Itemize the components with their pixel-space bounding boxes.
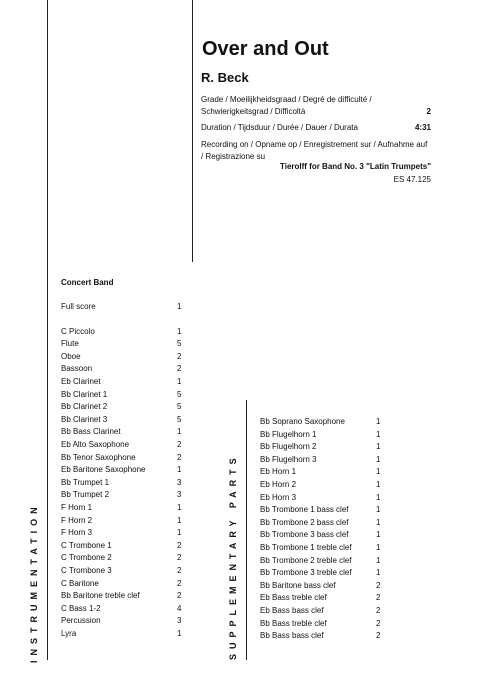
part-name: Eb Horn 1 <box>260 467 297 477</box>
part-quantity: 1 <box>376 505 381 515</box>
part-quantity: 1 <box>376 429 381 439</box>
part-quantity: 2 <box>376 593 381 603</box>
part-quantity: 2 <box>177 351 182 361</box>
part-name: C Piccolo <box>61 326 95 336</box>
part-quantity: 1 <box>376 492 381 502</box>
part-quantity: 5 <box>177 339 182 349</box>
piece-title: Over and Out <box>202 38 329 60</box>
part-name: Bb Trombone 1 bass clef <box>260 505 349 515</box>
grade-value: 2 <box>426 107 431 116</box>
part-quantity: 2 <box>376 606 381 615</box>
part-quantity: 2 <box>177 578 182 588</box>
part-name: F Horn 1 <box>61 503 93 512</box>
part-name: Bb Trombone 2 bass clef <box>260 517 349 527</box>
grade-info <box>201 94 431 118</box>
part-name: Bb Baritone bass clef <box>260 580 336 590</box>
part-name: Eb Horn 3 <box>260 492 297 502</box>
part-name: C Baritone <box>61 578 99 588</box>
part-quantity: 2 <box>376 580 381 590</box>
header-divider-line <box>192 0 193 262</box>
part-quantity: 1 <box>376 467 381 477</box>
part-quantity: 2 <box>376 618 381 628</box>
part-quantity: 5 <box>177 389 182 399</box>
part-quantity: 1 <box>376 480 381 489</box>
part-name: Bb Trombone 1 treble clef <box>260 543 352 552</box>
instrumentation-side-label: INSTRUMENTATION <box>29 502 39 663</box>
part-quantity: 2 <box>376 631 381 641</box>
part-quantity: 5 <box>177 402 182 412</box>
part-quantity: 1 <box>177 377 182 386</box>
part-name: F Horn 3 <box>61 528 93 538</box>
duration-label: Duration / Tijdsduur / Durée / Dauer / Durata <box>201 123 358 132</box>
part-name: Bb Bass Clarinet <box>61 427 121 437</box>
part-name: Bb Bass treble clef <box>260 618 327 628</box>
part-quantity: 1 <box>177 427 182 437</box>
part-name: Bb Trombone 2 treble clef <box>260 555 352 565</box>
part-name: Bb Trumpet 2 <box>61 490 110 500</box>
part-quantity: 1 <box>376 417 381 426</box>
part-quantity: 1 <box>376 517 381 527</box>
part-name: Percussion <box>61 616 101 626</box>
part-name: Eb Horn 2 <box>260 480 297 489</box>
part-name: Bb Clarinet 1 <box>61 389 108 399</box>
part-quantity: 1 <box>177 503 182 512</box>
part-name: Lyra <box>61 629 77 638</box>
part-name: Bb Flugelhorn 1 <box>260 429 317 439</box>
band-heading: Concert Band <box>61 278 114 287</box>
part-name: Eb Alto Saxophone <box>61 440 130 449</box>
part-name: Oboe <box>61 351 81 361</box>
supplementary-divider-line <box>246 400 247 660</box>
part-name: Bb Clarinet 3 <box>61 414 108 424</box>
part-name: C Trombone 1 <box>61 540 112 550</box>
part-name: Full score <box>61 302 96 311</box>
part-name: Bb Tenor Saxophone <box>61 452 136 462</box>
part-name: C Trombone 3 <box>61 566 112 575</box>
duration-info <box>201 122 431 134</box>
part-quantity: 1 <box>376 543 381 552</box>
part-quantity: 3 <box>177 616 182 626</box>
part-name: Bb Bass bass clef <box>260 631 324 641</box>
part-name: Eb Clarinet <box>61 377 101 386</box>
part-quantity: 1 <box>177 528 182 538</box>
part-quantity: 1 <box>177 326 182 336</box>
part-quantity: 2 <box>177 540 182 550</box>
part-quantity: 1 <box>177 629 182 638</box>
recording-source: Tierolff for Band No. 3 "Latin Trumpets" <box>279 162 431 171</box>
part-name: F Horn 2 <box>61 515 93 525</box>
part-quantity: 1 <box>177 302 182 311</box>
part-name: C Bass 1-2 <box>61 603 101 613</box>
part-quantity: 2 <box>177 591 182 601</box>
part-name: Flute <box>61 339 79 349</box>
part-quantity: 5 <box>177 414 182 424</box>
part-name: C Trombone 2 <box>61 553 112 563</box>
part-quantity: 2 <box>177 553 182 563</box>
composer-name: R. Beck <box>201 70 249 85</box>
part-quantity: 1 <box>376 530 381 540</box>
recording-label: Recording on / Opname op / Enregistrement sur / Aufnahme auf / Registrazione su <box>201 140 428 161</box>
part-name: Bb Flugelhorn 2 <box>260 442 317 452</box>
supplementary-side-label: SUPPLEMENTARY PARTS <box>228 453 238 660</box>
part-name: Bb Soprano Saxophone <box>260 417 345 426</box>
part-quantity: 1 <box>376 555 381 565</box>
grade-label: Grade / Moeilijkheidsgraad / Degré de difficulté / Schwierigkeitsgrad / Difficoltà <box>201 95 372 116</box>
part-quantity: 1 <box>376 454 381 464</box>
part-name: Eb Bass treble clef <box>260 593 327 603</box>
part-quantity: 2 <box>177 566 182 575</box>
part-quantity: 4 <box>177 603 182 613</box>
duration-value: 4:31 <box>414 123 431 132</box>
part-name: Bb Trumpet 1 <box>61 477 110 487</box>
part-quantity: 1 <box>376 568 381 578</box>
recording-info <box>201 139 431 163</box>
part-quantity: 2 <box>177 440 182 449</box>
part-quantity: 1 <box>177 465 182 475</box>
part-name: Bb Clarinet 2 <box>61 402 108 412</box>
part-quantity: 2 <box>177 452 182 462</box>
part-quantity: 1 <box>376 442 381 452</box>
part-quantity: 3 <box>177 477 182 487</box>
part-name: Bassoon <box>61 364 93 374</box>
part-name: Eb Baritone Saxophone <box>61 465 146 475</box>
part-quantity: 2 <box>177 364 182 374</box>
part-name: Eb Bass bass clef <box>260 606 324 615</box>
part-name: Bb Flugelhorn 3 <box>260 454 317 464</box>
part-name: Bb Trombone 3 treble clef <box>260 568 352 578</box>
catalog-number: ES 47.125 <box>393 175 431 184</box>
part-quantity: 1 <box>177 515 182 525</box>
part-quantity: 3 <box>177 490 182 500</box>
part-name: Bb Trombone 3 bass clef <box>260 530 349 540</box>
part-name: Bb Baritone treble clef <box>61 591 140 601</box>
left-divider-line <box>47 0 48 660</box>
